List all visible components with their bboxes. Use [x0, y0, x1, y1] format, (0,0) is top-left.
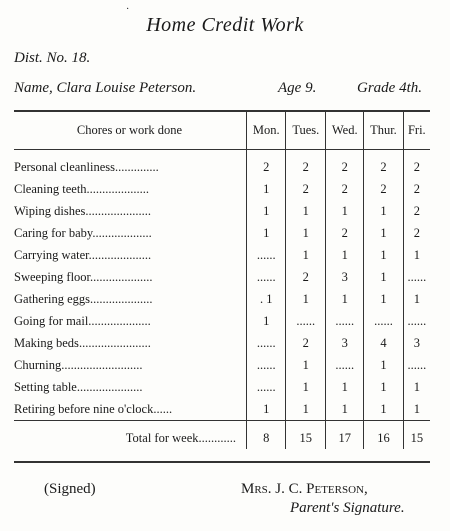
cell-mon: ...... — [247, 266, 286, 288]
cell-thur: 1 — [364, 222, 403, 244]
parent-signature-caption: Parent's Signature. — [290, 500, 405, 516]
chore-label: Cleaning teeth.................... — [14, 181, 150, 196]
cell-fri: ...... — [403, 266, 430, 288]
cell-mon: . 1 — [247, 288, 286, 310]
cell-thur: ...... — [364, 310, 403, 332]
table-row — [14, 244, 430, 266]
signed-label: (Signed) — [44, 481, 96, 497]
cell-tues: ...... — [286, 310, 326, 332]
cell-mon: 2 — [247, 150, 286, 179]
student-grade: Grade 4th. — [357, 80, 422, 96]
cell-mon: ...... — [247, 376, 286, 398]
cell-tues: 2 — [286, 266, 326, 288]
chore-label: Making beds....................... — [14, 335, 151, 350]
credit-table — [14, 111, 430, 449]
student-age: Age 9. — [278, 80, 317, 96]
table-row — [14, 288, 430, 310]
cell-tues: 1 — [286, 200, 326, 222]
column-header-mon: Mon. — [247, 111, 286, 150]
cell-wed: 2 — [326, 222, 364, 244]
cell-thur: 1 — [364, 354, 403, 376]
cell-fri: 3 — [403, 332, 430, 354]
cell-tues: 1 — [286, 376, 326, 398]
chore-label: Gathering eggs.................... — [14, 291, 153, 306]
parent-name: Mrs. J. C. Peterson, — [241, 481, 368, 497]
cell-wed: 1 — [326, 398, 364, 421]
table-row — [14, 354, 430, 376]
column-header-chores: Chores or work done — [14, 111, 247, 150]
cell-fri: ...... — [403, 310, 430, 332]
total-mon: 8 — [247, 421, 286, 450]
chore-label: Setting table..................... — [14, 379, 143, 394]
cell-fri: 1 — [403, 398, 430, 421]
cell-wed: 1 — [326, 376, 364, 398]
student-name: Name, Clara Louise Peterson. — [14, 80, 197, 96]
chore-label: Retiring before nine o'clock...... — [14, 401, 173, 416]
table-row — [14, 178, 430, 200]
cell-mon: 1 — [247, 310, 286, 332]
cell-thur: 1 — [364, 200, 403, 222]
cell-thur: 1 — [364, 376, 403, 398]
cell-tues: 2 — [286, 178, 326, 200]
cell-fri: ...... — [403, 354, 430, 376]
table-row — [14, 150, 430, 179]
total-thur: 16 — [364, 421, 403, 450]
cell-thur: 4 — [364, 332, 403, 354]
cell-thur: 1 — [364, 398, 403, 421]
cell-fri: 2 — [403, 200, 430, 222]
cell-wed: 1 — [326, 200, 364, 222]
cell-wed: ...... — [326, 310, 364, 332]
cell-tues: 1 — [286, 288, 326, 310]
total-fri: 15 — [403, 421, 430, 450]
cell-tues: 1 — [286, 398, 326, 421]
cell-tues: 1 — [286, 244, 326, 266]
cell-mon: ...... — [247, 332, 286, 354]
table-row — [14, 200, 430, 222]
cell-fri: 2 — [403, 222, 430, 244]
page-title: Home Credit Work — [146, 14, 304, 36]
cell-mon: 1 — [247, 222, 286, 244]
table-header-row — [14, 111, 430, 150]
printer-mark: · — [126, 4, 130, 15]
table-row — [14, 266, 430, 288]
chore-label: Personal cleanliness.............. — [14, 159, 159, 174]
cell-wed: 3 — [326, 332, 364, 354]
column-header-tues: Tues. — [286, 111, 326, 150]
cell-mon: 1 — [247, 200, 286, 222]
cell-wed: 1 — [326, 244, 364, 266]
table-row — [14, 398, 430, 421]
cell-fri: 1 — [403, 376, 430, 398]
table-bottom-rule — [14, 461, 430, 463]
cell-thur: 1 — [364, 244, 403, 266]
cell-thur: 2 — [364, 178, 403, 200]
cell-mon: ...... — [247, 354, 286, 376]
cell-thur: 2 — [364, 150, 403, 179]
cell-fri: 2 — [403, 150, 430, 179]
chore-label: Caring for baby................... — [14, 225, 152, 240]
chore-label: Wiping dishes..................... — [14, 203, 151, 218]
cell-tues: 1 — [286, 222, 326, 244]
district-number: Dist. No. 18. — [14, 50, 91, 66]
cell-mon: 1 — [247, 178, 286, 200]
chore-label: Sweeping floor.................... — [14, 269, 153, 284]
chore-label: Going for mail.................... — [14, 313, 151, 328]
cell-mon: 1 — [247, 398, 286, 421]
cell-wed: 2 — [326, 150, 364, 179]
cell-tues: 2 — [286, 150, 326, 179]
cell-wed: 3 — [326, 266, 364, 288]
cell-tues: 1 — [286, 354, 326, 376]
table-row — [14, 332, 430, 354]
column-header-fri: Fri. — [403, 111, 430, 150]
cell-wed: ...... — [326, 354, 364, 376]
cell-tues: 2 — [286, 332, 326, 354]
total-wed: 17 — [326, 421, 364, 450]
cell-thur: 1 — [364, 288, 403, 310]
cell-wed: 2 — [326, 178, 364, 200]
table-row — [14, 222, 430, 244]
table-row — [14, 310, 430, 332]
cell-fri: 2 — [403, 178, 430, 200]
cell-mon: ...... — [247, 244, 286, 266]
column-header-wed: Wed. — [326, 111, 364, 150]
total-row — [14, 421, 430, 450]
cell-wed: 1 — [326, 288, 364, 310]
cell-fri: 1 — [403, 288, 430, 310]
table-row — [14, 376, 430, 398]
total-label: Total for week............ — [14, 421, 247, 450]
cell-fri: 1 — [403, 244, 430, 266]
total-tues: 15 — [286, 421, 326, 450]
chore-label: Carrying water.................... — [14, 247, 152, 262]
chore-label: Churning.......................... — [14, 357, 143, 372]
column-header-thur: Thur. — [364, 111, 403, 150]
cell-thur: 1 — [364, 266, 403, 288]
